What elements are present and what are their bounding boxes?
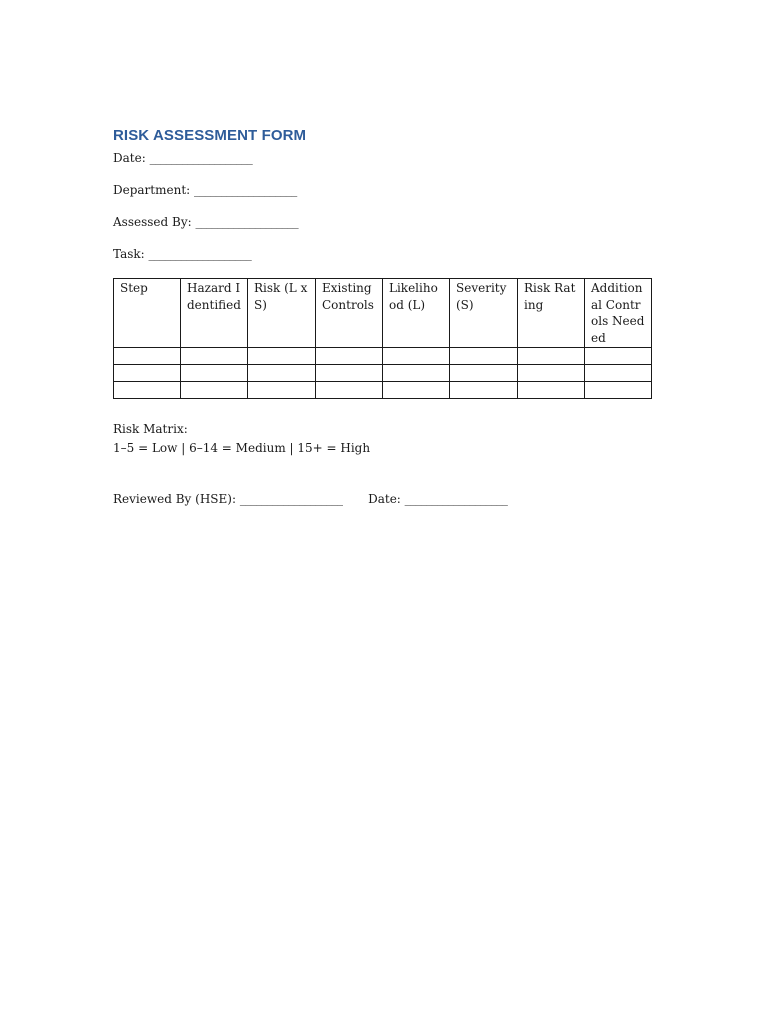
table-cell[interactable] xyxy=(518,348,585,365)
table-row xyxy=(114,365,652,382)
table-cell[interactable] xyxy=(585,382,652,399)
table-cell[interactable] xyxy=(181,348,248,365)
table-row xyxy=(114,382,652,399)
risk-table xyxy=(113,278,652,399)
table-cell[interactable] xyxy=(248,382,316,399)
table-cell[interactable] xyxy=(248,348,316,365)
assessed-by-blank: ___________________ xyxy=(195,215,299,229)
assessed-by-label: Assessed By: xyxy=(113,215,192,229)
task-label: Task: xyxy=(113,247,145,261)
reviewed-by-label: Reviewed By (HSE): xyxy=(113,492,236,506)
header-risk: Risk (L x S) xyxy=(248,279,316,348)
table-header-row xyxy=(114,279,652,348)
table-cell[interactable] xyxy=(316,348,383,365)
table-cell[interactable] xyxy=(585,348,652,365)
date-field xyxy=(113,150,653,166)
risk-matrix-heading: Risk Matrix: xyxy=(113,422,188,436)
reviewed-by-blank: ___________________ xyxy=(239,492,343,506)
table-cell[interactable] xyxy=(181,382,248,399)
review-date-label: Date: xyxy=(368,492,401,506)
header-risk-rating: Risk Rating xyxy=(518,279,585,348)
table-cell[interactable] xyxy=(316,382,383,399)
task-field xyxy=(113,246,653,262)
department-blank: ___________________ xyxy=(194,183,297,197)
table-cell[interactable] xyxy=(114,382,181,399)
table-cell[interactable] xyxy=(450,365,518,382)
date-label: Date: xyxy=(113,151,146,165)
table-cell[interactable] xyxy=(181,365,248,382)
table-cell[interactable] xyxy=(518,382,585,399)
table-cell[interactable] xyxy=(585,365,652,382)
form-title: RISK ASSESSMENT FORM xyxy=(113,127,307,144)
table-cell[interactable] xyxy=(450,382,518,399)
header-likelihood: Likelihood (L) xyxy=(383,279,450,348)
table-row xyxy=(114,348,652,365)
table-cell[interactable] xyxy=(383,365,450,382)
table-cell[interactable] xyxy=(383,382,450,399)
department-label: Department: xyxy=(113,183,191,197)
header-severity: Severity (S) xyxy=(450,279,518,348)
table-cell[interactable] xyxy=(114,365,181,382)
table-cell[interactable] xyxy=(450,348,518,365)
review-date-blank: ___________________ xyxy=(404,492,508,506)
risk-matrix xyxy=(113,420,653,458)
date-blank: ___________________ xyxy=(149,151,253,165)
table-cell[interactable] xyxy=(316,365,383,382)
risk-matrix-scale: 1–5 = Low | 6–14 = Medium | 15+ = High xyxy=(113,441,371,455)
department-field xyxy=(113,182,653,198)
assessed-by-field xyxy=(113,214,653,230)
header-hazard-identified: Hazard Identified xyxy=(181,279,248,348)
header-additional-controls: Additional Controls Needed xyxy=(585,279,652,348)
table-cell[interactable] xyxy=(518,365,585,382)
header-step: Step xyxy=(114,279,181,348)
table-cell[interactable] xyxy=(383,348,450,365)
table-cell[interactable] xyxy=(248,365,316,382)
risk-assessment-document xyxy=(113,124,653,507)
table-cell[interactable] xyxy=(114,348,181,365)
header-existing-controls: Existing Controls xyxy=(316,279,383,348)
task-blank: ___________________ xyxy=(148,247,252,261)
review-line xyxy=(113,491,653,507)
